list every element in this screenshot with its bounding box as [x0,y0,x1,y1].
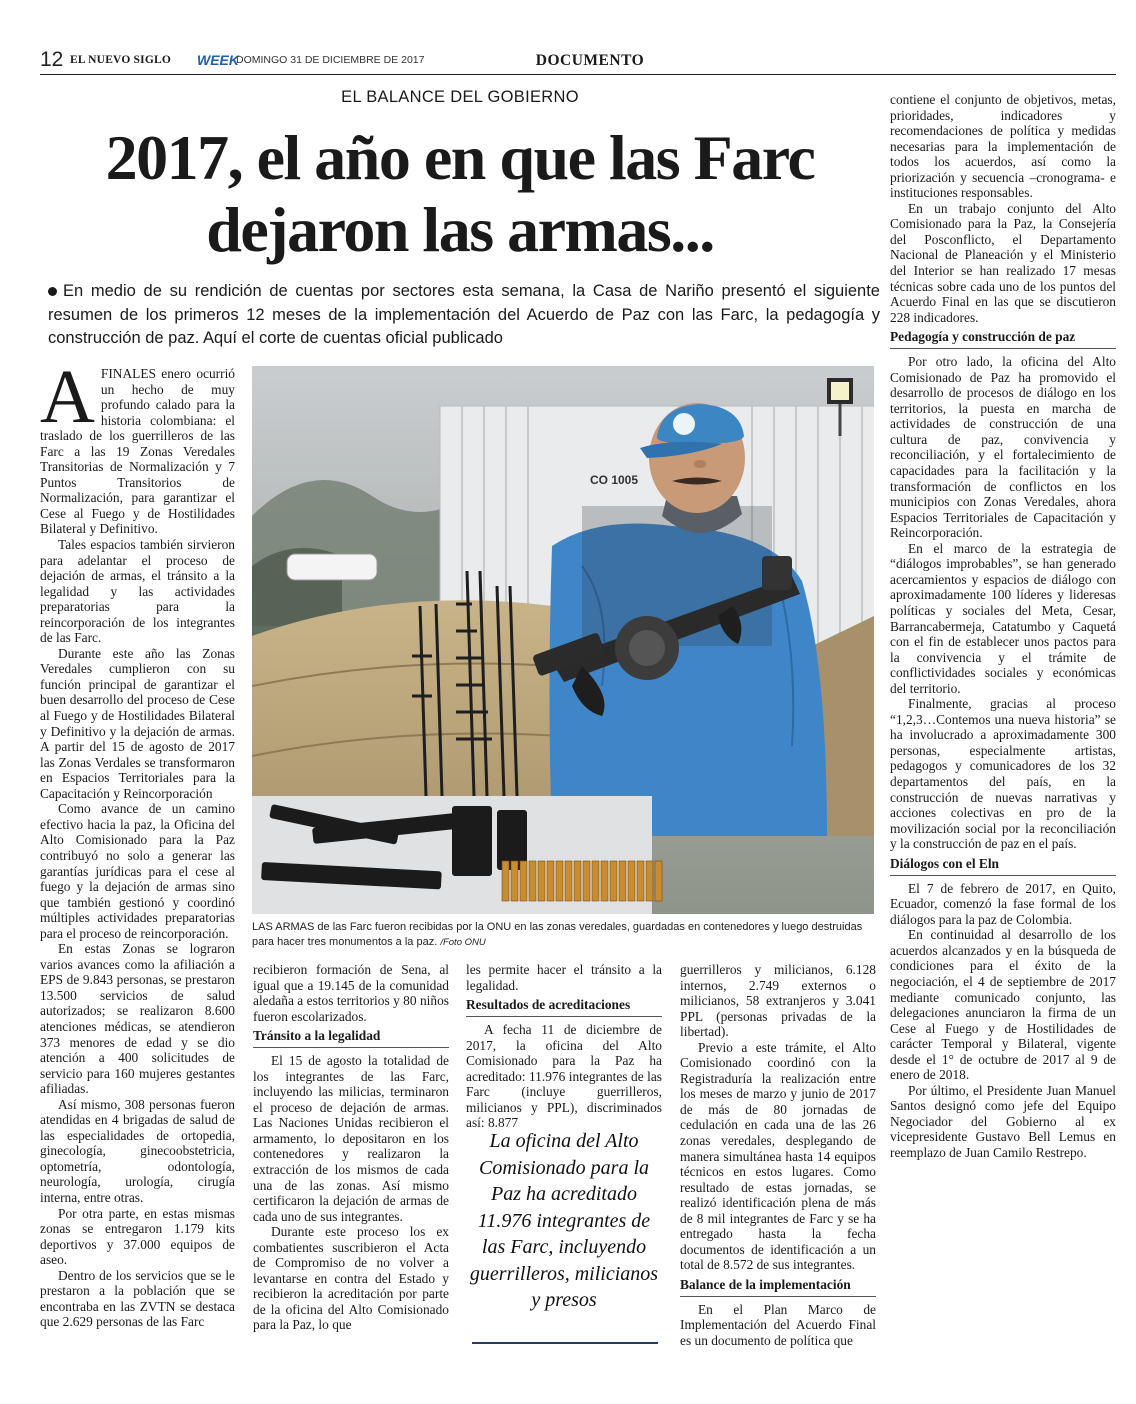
paragraph: Como avance de un camino efectivo hacia la paz, la Oficina del Alto Comisionado para la Paz contribuyó no solo a generar las garantías jurídicas para el cese al fuego y la dejación de armas sino que también gestionó y coordinó múltiples actividades preparatorias para el proceso de reincorporación. [40,801,235,941]
subhead: Resultados de acreditaciones [466,997,662,1017]
publication-edition: WEEK [197,52,239,68]
page-header [40,50,1116,75]
container-label: CO 1005 [590,473,639,487]
article-column-3 [466,962,662,1131]
publication-name: EL NUEVO SIGLO [70,54,171,66]
paragraph: Por último, el Presidente Juan Manuel Santos designó como jefe del Equipo Negociador del Gobierno al ex vicepresidente Gustavo Bell Lemus en reemplazo de Juan Camilo Restrepo. [890,1082,1116,1160]
paragraph: A fecha 11 de diciembre de 2017, la oficina del Alto Comisionado para la Paz ha acreditado: 11.976 integrantes de las Farc (incluye guerrilleros, milicianos y PPL), discriminados así: 8.877 [466,1022,662,1131]
paragraph: En estas Zonas se lograron varios avances como la afiliación a EPS de 9.843 personas, se prestaron 13.500 servicios de salud autorizados; se realizaron 8.600 atenciones médicas, se atendieron 373 menores de edad y se dio atención a 400 solicitudes de servicio para 160 mujeres gestantes afiliadas. [40,941,235,1097]
paragraph: Por otro lado, la oficina del Alto Comisionado de Paz ha promovido el desarrollo de procesos de diálogo en los territorios, la puesta en marcha de actividades de construcción de una cultura de paz, convivencia y reconciliación, y el fortalecimiento de capacidades para la facilitación y la transformación de conflictos en los municipios con Zonas Veredales, ahora Espacios Territoriales de Capacitación y Reincorporación. [890,354,1116,541]
photo-credit: /Foto ONU [440,936,486,948]
paragraph: Durante este proceso los ex combatientes suscribieron el Acta de Compromiso de no volver a levantarse en contra del Estado y recibieron la acreditación por parte de la oficina del Alto Comisionado para la Paz, lo que [253,1224,449,1333]
paragraph: guerrilleros y milicianos, 6.128 internos, 2.749 externos o milicianos, 58 extranjeros y 3.041 PPL (personas privadas de la libertad). [680,962,876,1040]
subhead: Pedagogía y construcción de paz [890,329,1116,349]
article-dek [48,280,880,351]
article-column-right [890,92,1116,1161]
paragraph: Dentro de los servicios que se le prestaron a la población que se encontraba en las ZVTN se destaca que 2.629 personas de las Farc [40,1267,235,1330]
subhead: Diálogos con el Eln [890,856,1116,876]
caption-text: LAS ARMAS de las Farc fueron recibidas por la ONU en las zonas veredales, guardadas en contenedores y luego destruidas para hacer tres monumentos a la paz. [252,921,863,948]
pull-quote-rule [472,1342,658,1344]
paragraph: En continuidad al desarrollo de los acuerdos alcanzados y en la búsqueda de condiciones para el éxito de la negociación, el 4 de septiembre de 2017 mediante comunicado conjunto, las delegaciones anunciaron la firma de un Cese al Fuego y de Hostilidades de carácter Temporal y Bilateral, vigente desde el 1° de octubre de 2017 al 9 de enero de 2018. [890,927,1116,1083]
paragraph: En el Plan Marco de Implementación del Acuerdo Final es un documento de política que [680,1301,876,1349]
subhead: Tránsito a la legalidad [253,1028,449,1048]
headline-line-2: dejaron las armas... [206,194,714,265]
paragraph: Durante este año las Zonas Veredales cumplieron con su función principal de garantizar el buen desarrollo del proceso de Cese al Fuego y de Hostilidades Bilateral y Definitivo y la dejación de armas. A partir del 15 de agosto de 2017 las Zonas Verdales se transformaron en Espacios Territoriales para la Capacitación y Reincorporación [40,645,235,801]
article-kicker: EL BALANCE DEL GOBIERNO [341,88,579,106]
paragraph: Por otra parte, en estas mismas zonas se entregaron 1.179 kits deportivos y 37.000 equipos de aseo. [40,1205,235,1268]
paragraph: Finalmente, gracias al proceso “1,2,3…Contemos una nueva historia” se ha involucrado a aproximadamente 300 personas, especialmente artistas, pedagogos y comunicadores de los 32 departamentos del país, en la construcción de nuevas narrativas y acciones colectivas en pro de la movilización social por la reconciliación y la construcción de paz en el país. [890,696,1116,852]
paragraph: El 15 de agosto la totalidad de los integrantes de las Farc, incluyendo las milicias, terminaron el proceso de dejación de armas. Las Naciones Unidas recibieron el armamento, lo depositaron en los contenedores y realizaron la extracción de los mismos de cada una de las zonas. Así mismo certificaron la dejación de armas de cada uno de sus integrantes. [253,1053,449,1224]
headline-line-1: 2017, el año en que las Farc [105,122,815,193]
paragraph: Previo a este trámite, el Alto Comisionado coordinó con la Registraduría la realización entre los meses de marzo y junio de 2017 de más de 80 jornadas de cedulación en cada una de las 26 zonas veredales, desplegando de manera simultánea hasta 14 equipos técnicos en estos lugares. Como resultado de estas jornadas, se realizó identificación plena de más de 8 mil integrantes de Farc y se ha entregado hasta la fecha documentos de identificación a un total de 8.572 de sus integrantes. [680,1039,876,1273]
article-column-2 [253,962,449,1333]
paragraph: En el marco de la estrategia de “diálogos improbables”, se han generado acercamientos y espacios de diálogo con aproximadamente 100 líderes y lideresas políticas y sociales del Meta, Cesar, Barrancabermeja, Catatumbo y Caquetá con el fin de establecer unos pactos para la convivencia y el trámite de conflictividades sociales y económicas del territorio. [890,540,1116,696]
paragraph: contiene el conjunto de objetivos, metas, prioridades, indicadores y recomendaciones de política y medidas necesarias para la implementación de todos los acuerdos, así como la priorización y secuencia –cronograma- e instituciones responsables. [890,92,1116,201]
paragraph: AFINALES enero ocurrió un hecho de muy profundo calado para la historia colombiana: el traslado de los guerrilleros de las Farc a las 19 Zonas Veredales Transitorias de Normalización y 7 Puntos Transitorios de Normalización, para garantizar el Cese al Fuego y de Hostilidades Bilateral y Definitivo. [40,355,235,537]
dek-text: En medio de su rendición de cuentas por sectores esta semana, la Casa de Nariño presentó el siguiente resumen de los primeros 12 meses de la implementación del Acuerdo de Paz con las Farc, la pedagogía y construcción de paz. Aquí el corte de cuentas oficial publicado [48,282,880,347]
photo-illustration [252,366,874,914]
paragraph: recibieron formación de Sena, al igual que a 19.145 de la comunidad aledaña a estos territorios y 80 niños fueron escolarizados. [253,962,449,1024]
article-column-1 [40,355,235,1330]
photo-caption [252,920,874,950]
section-name: DOCUMENTO [535,52,645,69]
paragraph: Así mismo, 308 personas fueron atendidas en 4 brigadas de salud de las especialidades de ortopedia, ginecología, ginecoobstetricia, optometría, odontología, neurología, urología, cirugía interna, entre otras. [40,1096,235,1205]
paragraph: Tales espacios también sirvieron para adelantar el proceso de dejación de armas, el tránsito a la legalidad y las actividades preparatorias para la reincorporación de los integrantes de las Farc. [40,537,235,646]
article-photo [252,366,874,914]
subhead: Balance de la implementación [680,1277,876,1297]
article-headline [40,122,880,266]
pull-quote: La oficina del Alto Comisionado para la Paz ha acreditado 11.976 integrantes de las Farc, incluyendo guerrilleros, milicianos y presos [469,1130,659,1311]
paragraph: En un trabajo conjunto del Alto Comisionado para la Paz, la Consejería del Posconflicto, el Departamento Nacional de Planeación y el Ministerio del Interior se han realizado 17 mesas técnicas sobre cada uno de los puntos del Acuerdo Final en las que se discutieron 228 indicadores. [890,200,1116,325]
article-column-4 [680,962,876,1349]
paragraph: les permite hacer el tránsito a la legalidad. [466,962,662,993]
page-number: 12 [40,48,64,71]
drop-cap: A [40,355,95,439]
bullet-icon [48,287,57,296]
paragraph: El 7 de febrero de 2017, en Quito, Ecuador, comenzó la fase formal de los diálogos para la paz de Colombia. [890,880,1116,927]
publication-date: DOMINGO 31 DE DICIEMBRE DE 2017 [236,54,425,66]
